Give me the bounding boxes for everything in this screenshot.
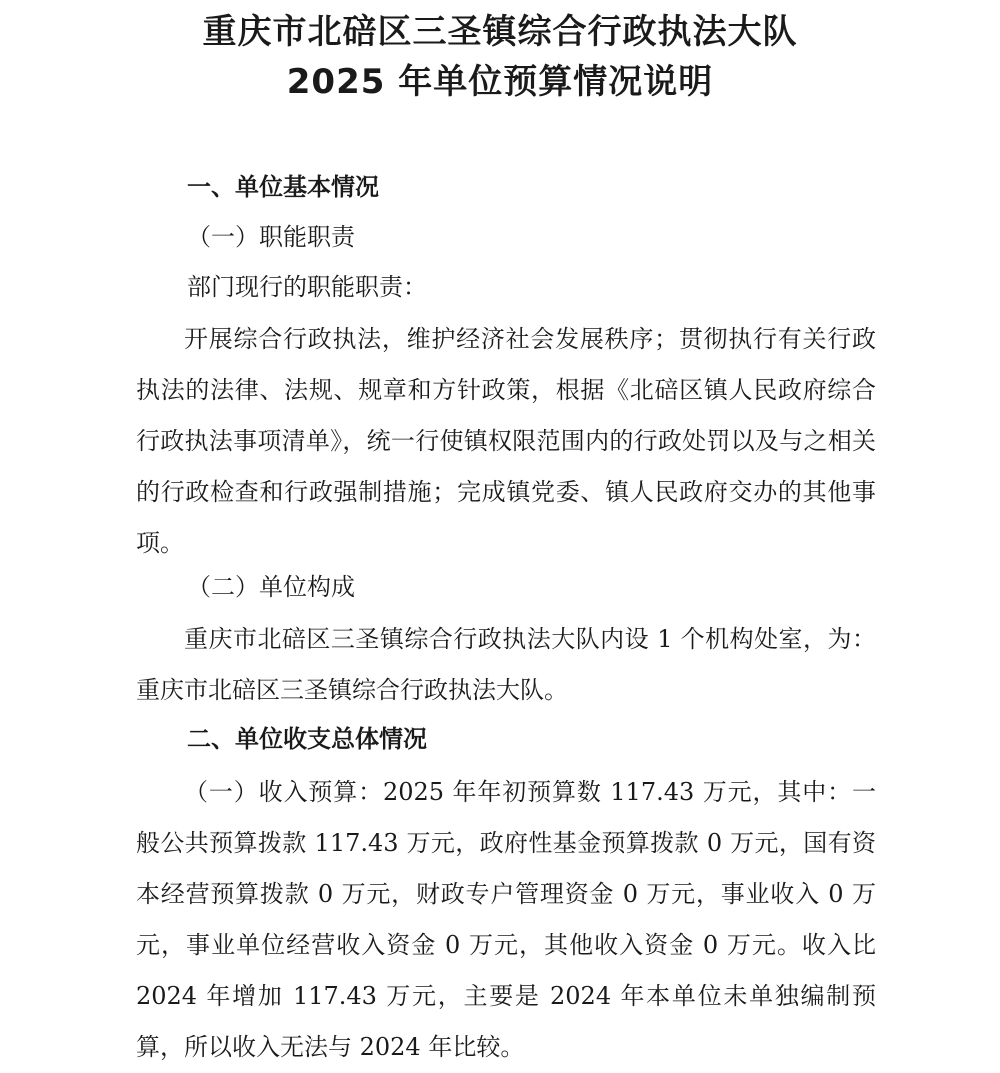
document-title-line2: 2025 年单位预算情况说明 [286,62,714,102]
section1-sub1-intro: 部门现行的职能职责： [187,273,427,301]
section2-sub1-body: （一）收入预算：2025 年年初预算数 117.43 万元，其中：一般公共预算拨款 117.43 万元，政府性基金预算拨款 0 万元，国有资本经营预算拨款 0 万元，财政专户管理资金 0 万元，事业收入 0 万元，事业单位经营收入资金 0 万元，其他收入资金 0 万元。收入比 2024 年增加 117.43 万元，主要是 2024 年本单位未单独编制预算，所以收入无法与 2024 年比较。 [136,778,876,1061]
section1-sub2-body: 重庆市北碚区三圣镇综合行政执法大队内设 1 个机构处室，为：重庆市北碚区三圣镇综合行政执法大队。 [136,625,876,704]
section1-heading: 一、单位基本情况 [187,173,379,201]
section1-sub1-body: 开展综合行政执法，维护经济社会发展秩序；贯彻执行有关行政执法的法律、法规、规章和方针政策，根据《北碚区镇人民政府综合行政执法事项清单》，统一行使镇权限范围内的行政处罚以及与之相关的行政检查和行政强制措施；完成镇党委、镇人民政府交办的其他事项。 [136,325,876,557]
section2-heading: 二、单位收支总体情况 [187,725,427,753]
section1-sub2-heading: （二）单位构成 [187,573,355,601]
section1-sub1-heading: （一）职能职责 [187,223,355,251]
document-title-line1: 重庆市北碚区三圣镇综合行政执法大队 [202,12,798,52]
